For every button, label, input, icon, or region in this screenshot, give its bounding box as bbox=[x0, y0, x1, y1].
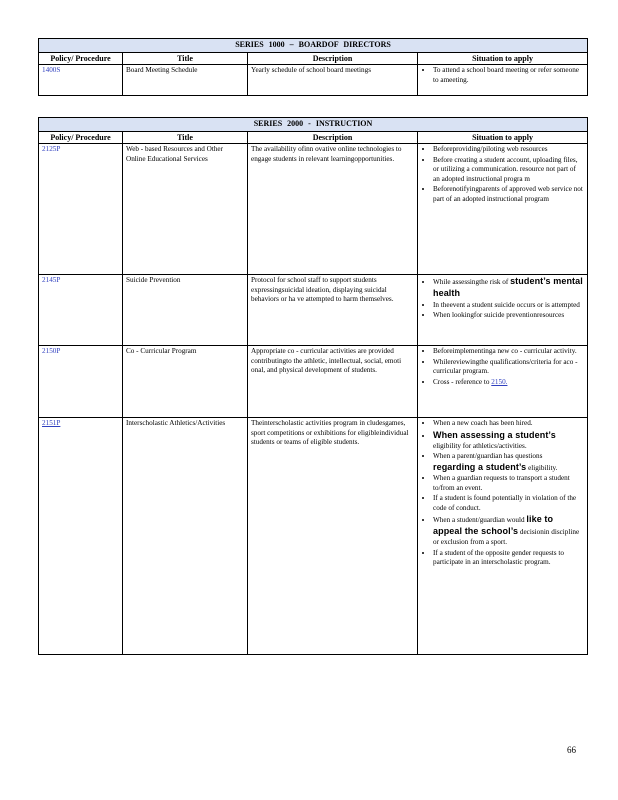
policy-code: 1400S bbox=[39, 65, 123, 96]
policy-title: Co - Curricular Program bbox=[123, 346, 248, 418]
title-header: Title bbox=[123, 131, 248, 144]
situation-item: • When lookingfor suicide preventionresources bbox=[433, 311, 584, 321]
situation-item: • Cross - reference to 2150. bbox=[433, 378, 584, 388]
series-1000-heading: SERIES 1000 – BOARDOF DIRECTORS bbox=[39, 39, 588, 53]
description-header: Description bbox=[248, 131, 418, 144]
policy-situations bbox=[418, 65, 588, 96]
table-row bbox=[39, 144, 588, 275]
description-header: Description bbox=[248, 52, 418, 65]
situation-header: Situation to apply bbox=[418, 52, 588, 65]
table-row bbox=[39, 418, 588, 655]
policy-title: Board Meeting Schedule bbox=[123, 65, 248, 96]
policy-code[interactable] bbox=[39, 418, 123, 655]
policy-title: Suicide Prevention bbox=[123, 275, 248, 346]
series-2000-table bbox=[38, 117, 588, 655]
situation-item: • When a parent/guardian has questions regarding a student’s eligibility. bbox=[433, 452, 584, 473]
page-number: 66 bbox=[567, 745, 576, 755]
title-header: Title bbox=[123, 52, 248, 65]
situation-item: • When a guardian requests to transport a student to/from an event. bbox=[433, 474, 584, 493]
series-2000-heading: SERIES 2000 - INSTRUCTION bbox=[39, 118, 588, 132]
situation-item: • When assessing a student’s eligibility for athletics/activities. bbox=[433, 430, 584, 451]
policy-code-link[interactable]: 2151P bbox=[42, 419, 61, 428]
situation-item: • Whilereviewingthe qualifications/criteria for aco - curricular program. bbox=[433, 358, 584, 377]
policy-description: The availability ofinn ovative online technologies to engage students in relevant learningopportunities. bbox=[248, 144, 418, 275]
policy-description: Theinterscholastic activities program in cludesgames, sport competitions or exhibitions for eligibleindividual students or teams of eligible students. bbox=[248, 418, 418, 655]
situation-item: • Beforenotifyingparents of approved web service not part of an adopted instructional program bbox=[433, 185, 584, 204]
policy-description: Appropriate co - curricular activities are provided contributingto the athletic, intellectual, social, emoti onal, and physical development of students. bbox=[248, 346, 418, 418]
situation-item: • Beforeimplementinga new co - curricular activity. bbox=[433, 347, 584, 357]
policy-situations bbox=[418, 144, 588, 275]
table-row bbox=[39, 65, 588, 96]
policy-situations bbox=[418, 346, 588, 418]
situation-item: • To attend a school board meeting or refer someone to ameeting. bbox=[433, 66, 584, 85]
policy-title: Web - based Resources and Other Online Educational Services bbox=[123, 144, 248, 275]
situation-item: • Before creating a student account, uploading files, or utilizing a communication. resource not part of an adopted instructional progra m bbox=[433, 156, 584, 185]
policy-code: 2125P bbox=[39, 144, 123, 275]
policy-code: 2150P bbox=[39, 346, 123, 418]
situation-header: Situation to apply bbox=[418, 131, 588, 144]
policy-procedure-header: Policy/ Procedure bbox=[39, 52, 123, 65]
table-row bbox=[39, 346, 588, 418]
policy-description: Protocol for school staff to support students expressingsuicidal ideation, displaying suicidal behaviors or ha ve attempted to harm themselves. bbox=[248, 275, 418, 346]
policy-procedure-header: Policy/ Procedure bbox=[39, 131, 123, 144]
situation-item: • If a student of the opposite gender requests to participate in an interscholastic program. bbox=[433, 549, 584, 568]
situation-item: • While assessingthe risk of student’s mental health bbox=[433, 276, 584, 300]
series-1000-table bbox=[38, 38, 588, 96]
situation-item: • In theevent a student suicide occurs or is attempted bbox=[433, 301, 584, 311]
situation-item: • When a student/guardian would like to appeal the school’s decisionin discipline or exclusion from a sport. bbox=[433, 514, 584, 547]
table-row bbox=[39, 275, 588, 346]
situation-item: • Beforeproviding/piloting web resources bbox=[433, 145, 584, 155]
policy-situations bbox=[418, 275, 588, 346]
policy-description: Yearly schedule of school board meetings bbox=[248, 65, 418, 96]
policy-title: Interscholastic Athletics/Activities bbox=[123, 418, 248, 655]
situation-item: • When a new coach has been hired. bbox=[433, 419, 584, 429]
situation-item: • If a student is found potentially in violation of the code of conduct. bbox=[433, 494, 584, 513]
policy-situations bbox=[418, 418, 588, 655]
cross-reference-link[interactable]: 2150. bbox=[491, 377, 508, 386]
policy-code: 2145P bbox=[39, 275, 123, 346]
